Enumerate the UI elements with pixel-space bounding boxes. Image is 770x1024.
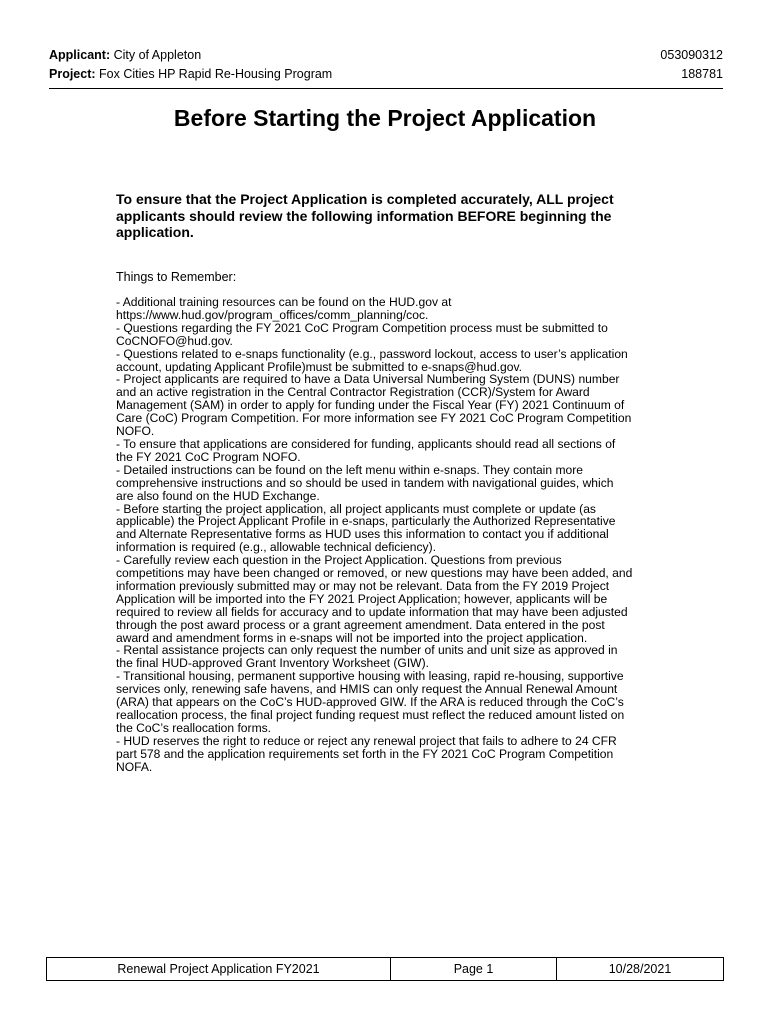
applicant-id: 053090312 [660, 48, 723, 62]
project-value: Fox Cities HP Rapid Re-Housing Program [99, 67, 333, 81]
intro-paragraph: To ensure that the Project Application is completed accurately, ALL project applicants should review the following information BEFORE beginning the application. [116, 191, 614, 240]
page-header [49, 46, 723, 89]
project-id: 188781 [681, 67, 723, 81]
project-info [49, 65, 332, 84]
applicant-row [49, 46, 723, 65]
applicant-label: Applicant: [49, 48, 111, 62]
applicant-value: City of Appleton [113, 48, 202, 62]
reminder-item: - Carefully review each question in the Project Application. Questions from previous competitions may have been changed or removed, or new questions may have been added, and information previously submitted may or may not be relevant. Data from the FY 2019 Project Application will be imported into the FY 2021 Project Application; however, applicants will be required to review all fields for accuracy and to update information that may have been adjusted through the post award process or a grant agreement amendment. Data entered in the post award and amendment forms in e-snaps will not be imported into the project application. [116, 553, 633, 645]
footer-page-number: Page 1 [391, 958, 557, 980]
page-title: Before Starting the Project Application [173, 105, 597, 131]
project-row [49, 65, 723, 84]
reminder-item: - Questions related to e-snaps functionality (e.g., password lockout, access to user’s application account, updating Applicant Profile)must be submitted to e-snaps@hud.gov. [116, 346, 628, 374]
reminder-item: - Before starting the project application, all project applicants must complete or update (as applicable) the Project Applicant Profile in e-snaps, particularly the Authorized Representative and Alternate Representative forms as HUD uses this information to contact you if additional information is required (e.g., allowable technical deficiency). [116, 501, 616, 555]
reminder-item: - Detailed instructions can be found on the left menu within e-snaps. They contain more comprehensive instructions and so should be used in tandem with navigational guides, which are also found on the HUD Exchange. [116, 462, 614, 503]
project-label: Project: [49, 67, 96, 81]
reminder-list [116, 296, 656, 774]
reminder-item: - To ensure that applications are considered for funding, applicants should read all sections of the FY 2021 CoC Program NOFO. [116, 436, 616, 464]
things-to-remember-heading: Things to Remember: [116, 270, 237, 284]
reminder-item: - HUD reserves the right to reduce or reject any renewal project that fails to adhere to 24 CFR part 578 and the application requirements set forth in the FY 2021 CoC Program Competition NOFA. [116, 733, 617, 774]
reminder-item: - Rental assistance projects can only request the number of units and unit size as approved in the final HUD-approved Grant Inventory Worksheet (GIW). [116, 643, 618, 671]
footer-date: 10/28/2021 [608, 962, 672, 976]
page-footer [46, 957, 724, 981]
footer-form-name: Renewal Project Application FY2021 [47, 958, 391, 980]
applicant-info [49, 46, 201, 65]
reminder-item: - Project applicants are required to have a Data Universal Numbering System (DUNS) number and an active registration in the Central Contractor Registration (CCR)/System for Award Management (SAM) in order to apply for funding under the Fiscal Year (FY) 2021 Continuum of Care (CoC) Program Competition. For more information see FY 2021 CoC Program Competition NOFO. [116, 372, 632, 439]
reminder-item: - Transitional housing, permanent supportive housing with leasing, rapid re-housing, supportive services only, renewing safe havens, and HMIS can only request the Annual Renewal Amount (ARA) that appears on the CoC’s HUD-approved GIW. If the ARA is reduced through the CoC’s reallocation process, the final project funding request must reflect the reduced amount listed on the CoC’s reallocation forms. [116, 669, 625, 735]
reminder-item: - Questions regarding the FY 2021 CoC Program Competition process must be submitted to CoCNOFO@hud.gov. [116, 320, 608, 348]
reminder-item: - Additional training resources can be found on the HUD.gov at https://www.hud.gov/program_offices/comm_planning/coc. [116, 295, 452, 322]
